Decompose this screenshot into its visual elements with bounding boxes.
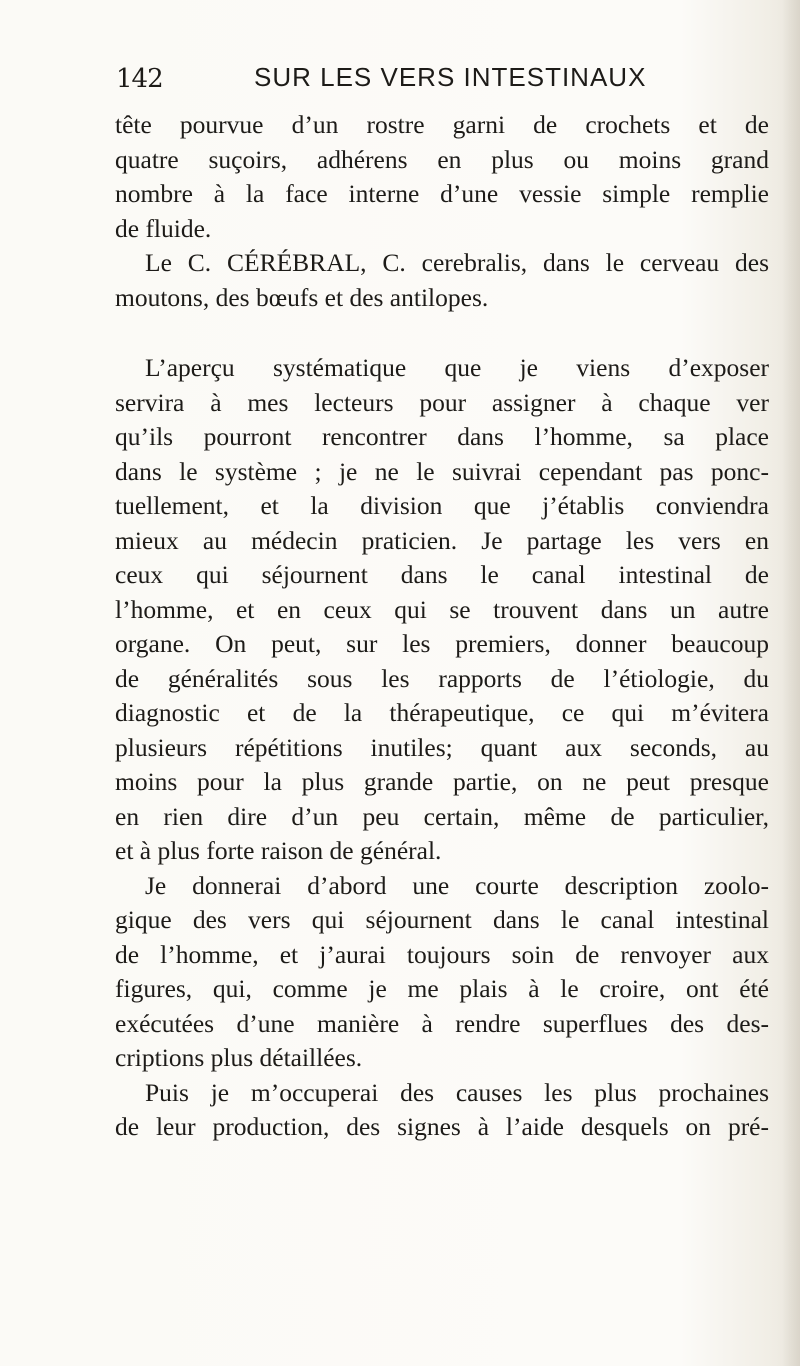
- paragraph-gap: [115, 315, 769, 351]
- text-line: de l’homme, et j’aurai toujours soin de renvoyer aux: [115, 939, 769, 969]
- text-line: moutons, des bœufs et des antilopes.: [115, 282, 489, 312]
- text-line: criptions plus détaillées.: [115, 1043, 363, 1072]
- text-line: exécutées d’une manière à rendre superflues des des-: [115, 1008, 769, 1038]
- running-head: SUR LES VERS INTESTINAUX: [254, 62, 647, 92]
- text-line: qu’ils pourront rencontrer dans l’homme, sa place: [115, 422, 769, 451]
- text-line: moins pour la plus grande partie, on ne peut presque: [115, 767, 769, 796]
- text-line: de généralités sous les rapports de l’étiologie, du: [115, 663, 769, 693]
- text-line: tête pourvue d’un rostre garni de crochets et de: [115, 110, 769, 139]
- page-header: [108, 62, 768, 102]
- text-line: gique des vers qui séjournent dans le canal intestinal: [115, 905, 769, 934]
- text-line: Je donnerai d’abord une courte description zoolo-: [145, 870, 769, 900]
- text-line: diagnostic et de la thérapeutique, ce qui m’évitera: [115, 698, 769, 727]
- page-edge-shadow: [782, 0, 800, 1366]
- text-line: organe. On peut, sur les premiers, donner beaucoup: [115, 629, 769, 658]
- text-line: L’aperçu systématique que je viens d’exposer: [145, 353, 769, 382]
- text-line: Puis je m’occuperai des causes les plus prochaines: [145, 1077, 769, 1107]
- text-line: nombre à la face interne d’une vessie simple remplie: [115, 179, 769, 208]
- page-number: 142: [116, 64, 163, 94]
- text-line: et à plus forte raison de général.: [115, 836, 442, 865]
- text-line: tuellement, et la division que j’établis conviendra: [115, 491, 769, 520]
- text-line: ceux qui séjournent dans le canal intestinal de: [115, 560, 769, 589]
- text-line: servira à mes lecteurs pour assigner à chaque ver: [115, 387, 769, 417]
- text-line: l’homme, et en ceux qui se trouvent dans un autre: [115, 594, 769, 624]
- text-line: de fluide.: [115, 213, 212, 243]
- body-text: [115, 108, 769, 1145]
- text-line: plusieurs répétitions inutiles; quant aux seconds, au: [115, 732, 769, 762]
- text-line: quatre suçoirs, adhérens en plus ou moins grand: [115, 144, 769, 174]
- text-line: Le C. CÉRÉBRAL, C. cerebralis, dans le cerveau des: [145, 248, 769, 277]
- text-line: dans le système ; je ne le suivrai cependant pas ponc-: [115, 456, 769, 486]
- text-line: mieux au médecin praticien. Je partage les vers en: [115, 525, 769, 555]
- text-line: en rien dire d’un peu certain, même de particulier,: [115, 801, 769, 831]
- text-line: de leur production, des signes à l’aide desquels on pré-: [115, 1112, 769, 1141]
- text-line: figures, qui, comme je me plais à le croire, ont été: [115, 974, 769, 1003]
